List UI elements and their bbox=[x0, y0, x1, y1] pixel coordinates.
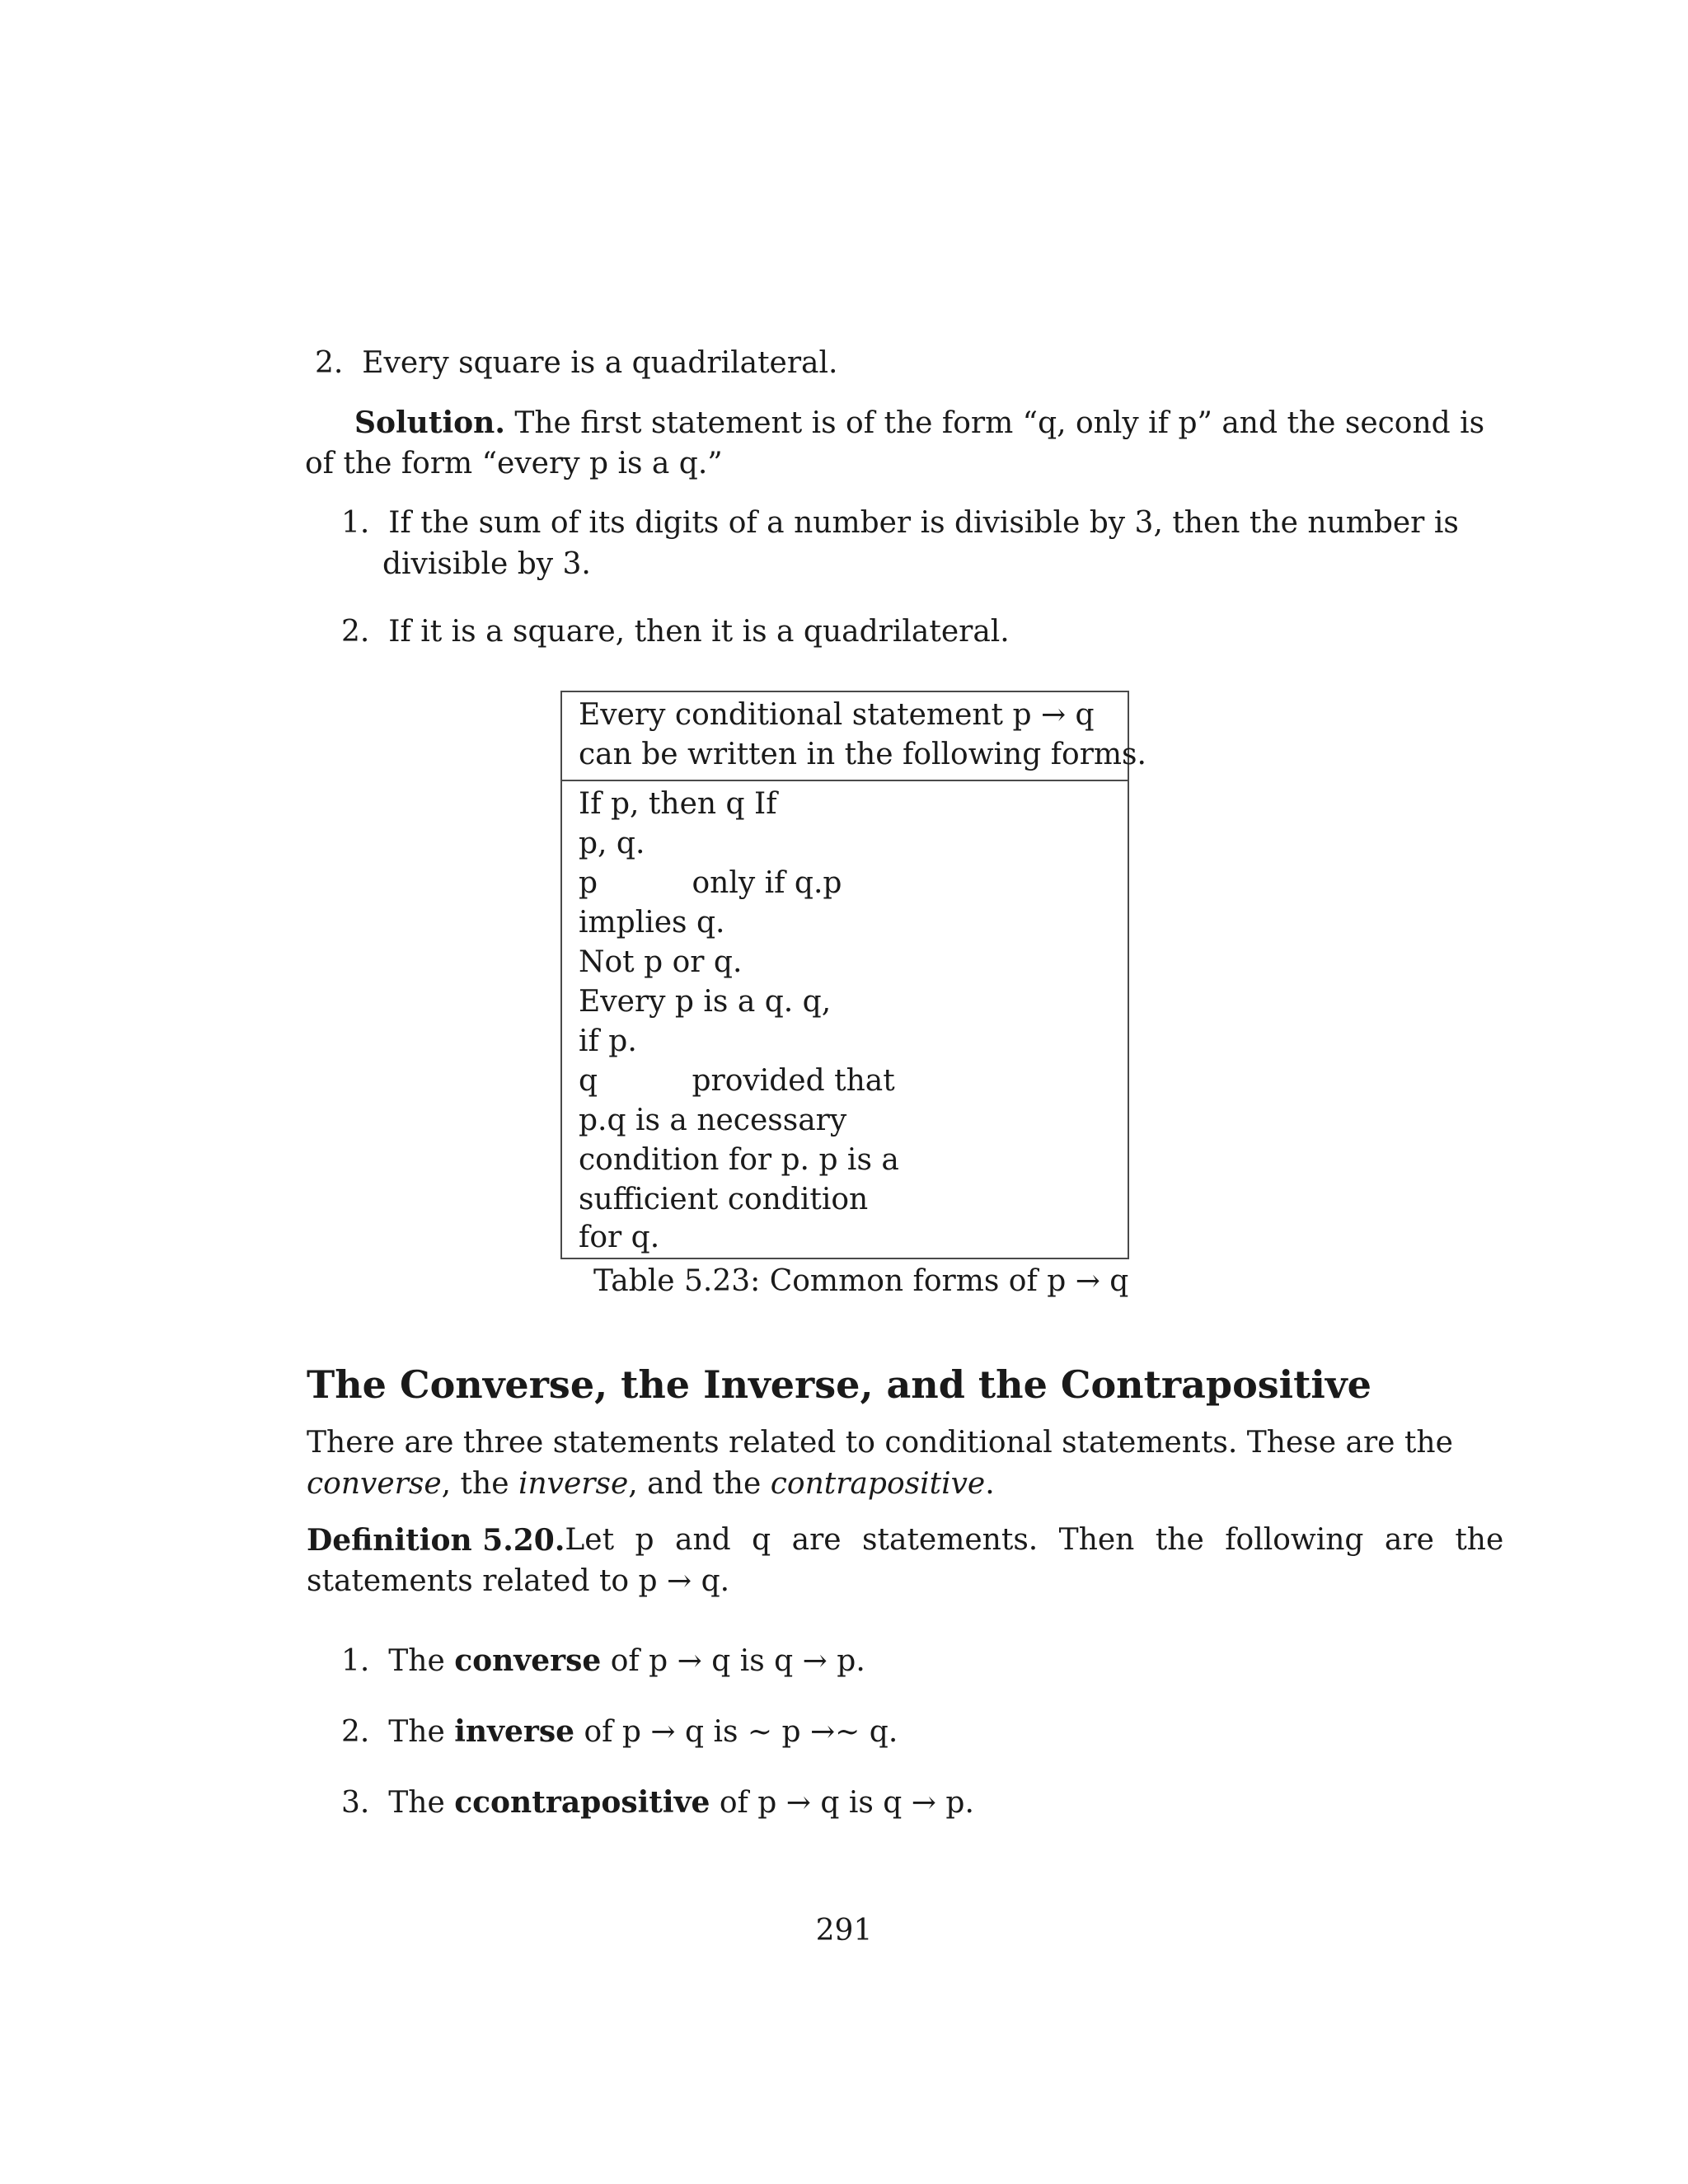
table-body-line: q provided that bbox=[579, 1064, 895, 1098]
term-inverse: inverse bbox=[518, 1467, 629, 1501]
solution-label: Solution. bbox=[354, 405, 505, 440]
list-item-text: Every square is a quadrilateral. bbox=[362, 346, 838, 380]
table-body-line: Every p is a q. q, bbox=[579, 985, 832, 1019]
table-body-line: for q. bbox=[579, 1221, 660, 1254]
term-contrapositive: contrapositive bbox=[770, 1467, 986, 1501]
table-body-line: p.q is a necessary bbox=[579, 1104, 847, 1137]
solution-line-1 bbox=[354, 402, 1484, 444]
table-body-line: condition for p. p is a bbox=[579, 1143, 899, 1177]
list-item-number: 1. bbox=[341, 1644, 370, 1678]
list-item bbox=[341, 612, 1010, 653]
page-number: 291 bbox=[815, 1914, 873, 1947]
list-item bbox=[341, 1782, 974, 1824]
list-item bbox=[315, 343, 837, 384]
list-item-number: 3. bbox=[341, 1786, 370, 1820]
definition-text: statements related to p → q. bbox=[307, 1564, 730, 1598]
list-item-number: 2. bbox=[341, 1715, 370, 1749]
forms-table bbox=[560, 691, 1146, 1259]
table-body-line: p only if q.p bbox=[579, 866, 842, 900]
solution-text: The first statement is of the form “q, only if p” and the second is bbox=[514, 406, 1485, 440]
list-item-text: The bbox=[388, 1644, 455, 1678]
solution-text-cont: of the form “every p is a q.” bbox=[305, 447, 723, 480]
list-item bbox=[341, 1711, 898, 1753]
intro-text: , the bbox=[441, 1467, 518, 1501]
intro-line-2 bbox=[307, 1464, 995, 1505]
table-header-line: Every conditional statement p → q bbox=[579, 698, 1095, 732]
solution-line-2 bbox=[305, 443, 723, 485]
definition-line-1 bbox=[307, 1520, 1504, 1561]
list-item-text: The bbox=[388, 1786, 455, 1820]
list-item-text: divisible by 3. bbox=[382, 547, 591, 581]
intro-line-1 bbox=[307, 1422, 1453, 1464]
intro-text: There are three statements related to conditional statements. These are the bbox=[307, 1426, 1453, 1460]
list-item-text: of p → q is ∼ p →∼ q. bbox=[574, 1715, 898, 1749]
definition-label: Definition 5.20. bbox=[307, 1523, 565, 1558]
list-item bbox=[341, 1640, 865, 1682]
list-item bbox=[341, 503, 1459, 544]
table-body-line: If p, then q If bbox=[579, 787, 777, 821]
term-converse: converse bbox=[307, 1467, 442, 1501]
table-body-line: if p. bbox=[579, 1024, 637, 1058]
term-bold: converse bbox=[454, 1643, 602, 1678]
table-body-line: p, q. bbox=[579, 827, 645, 860]
list-item-number: 1. bbox=[341, 506, 370, 540]
list-item-number: 2. bbox=[341, 615, 370, 649]
list-item-text: of p → q is q → p. bbox=[710, 1786, 974, 1820]
table-header-line: can be written in the following forms. bbox=[579, 738, 1146, 771]
definition-line-2 bbox=[307, 1561, 729, 1602]
list-item-continuation bbox=[382, 544, 591, 585]
table-body-line: Not p or q. bbox=[579, 945, 743, 979]
table-caption: Table 5.23: Common forms of p → q bbox=[593, 1264, 1129, 1298]
list-item-text: The bbox=[388, 1715, 455, 1749]
table-body-line: implies q. bbox=[579, 906, 725, 940]
section-heading: The Converse, the Inverse, and the Contrapositive bbox=[307, 1362, 1372, 1407]
intro-text: . bbox=[985, 1467, 995, 1501]
list-item-text: of p → q is q → p. bbox=[601, 1644, 865, 1678]
table-body-line: sufficient condition bbox=[579, 1183, 869, 1216]
table-header bbox=[562, 692, 1146, 781]
list-item-text: If it is a square, then it is a quadrilateral. bbox=[388, 615, 1010, 649]
term-bold: inverse bbox=[454, 1714, 575, 1749]
list-item-text: If the sum of its digits of a number is divisible by 3, then the number is bbox=[388, 506, 1459, 540]
intro-text: , and the bbox=[628, 1467, 771, 1501]
definition-text: Let p and q are statements. Then the following are the bbox=[565, 1523, 1504, 1557]
list-item-number: 2. bbox=[315, 346, 344, 380]
term-bold: ccontrapositive bbox=[454, 1785, 710, 1820]
